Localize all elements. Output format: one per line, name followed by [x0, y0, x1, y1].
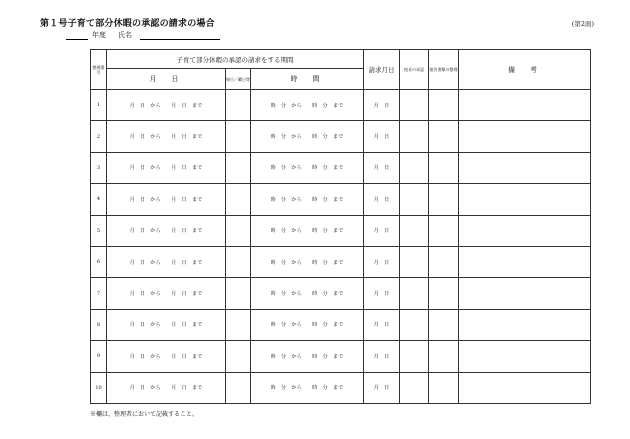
header-time: 時 間 — [251, 69, 364, 90]
date-range-cell[interactable]: 月 日 から 月 日 まで — [107, 309, 226, 340]
approval-cell[interactable] — [400, 341, 429, 372]
approval-cell[interactable] — [400, 184, 429, 215]
request-date-cell[interactable]: 月 日 — [364, 309, 400, 340]
daily-cell[interactable] — [226, 215, 251, 246]
header-number: 整理番号 — [91, 50, 107, 90]
request-table — [90, 49, 591, 404]
table-row — [91, 309, 591, 340]
header-approval: 校長の承認 — [400, 50, 429, 90]
time-range-cell[interactable]: 時 分 から 時 分 まで — [251, 90, 364, 121]
header-daily: 毎日／曜日等 — [226, 69, 251, 90]
remarks-cell[interactable] — [459, 341, 591, 372]
remarks-cell[interactable] — [459, 372, 591, 403]
daily-cell[interactable] — [226, 121, 251, 152]
approval-cell[interactable] — [400, 215, 429, 246]
daily-cell[interactable] — [226, 152, 251, 183]
time-range-cell[interactable]: 時 分 から 時 分 まで — [251, 309, 364, 340]
time-range-cell[interactable]: 時 分 から 時 分 まで — [251, 278, 364, 309]
row-number: 1 — [91, 90, 107, 121]
approval-wide-cell[interactable] — [429, 309, 459, 340]
request-date-cell[interactable]: 月 日 — [364, 152, 400, 183]
request-date-cell[interactable]: 月 日 — [364, 215, 400, 246]
row-number: 9 — [91, 341, 107, 372]
daily-cell[interactable] — [226, 341, 251, 372]
approval-wide-cell[interactable] — [429, 246, 459, 277]
row-number: 6 — [91, 246, 107, 277]
header-period-group: 子育て部分休暇の承認の請求をする期間 — [107, 50, 364, 69]
table-row — [91, 372, 591, 403]
remarks-cell[interactable] — [459, 246, 591, 277]
row-number: 8 — [91, 309, 107, 340]
daily-cell[interactable] — [226, 309, 251, 340]
approval-cell[interactable] — [400, 309, 429, 340]
date-range-cell[interactable]: 月 日 から 月 日 まで — [107, 184, 226, 215]
approval-wide-cell[interactable] — [429, 90, 459, 121]
page-number: (第2面) — [571, 20, 594, 28]
date-range-cell[interactable]: 月 日 から 月 日 まで — [107, 246, 226, 277]
row-number: 3 — [91, 152, 107, 183]
date-range-cell[interactable]: 月 日 から 月 日 まで — [107, 121, 226, 152]
row-number: 10 — [91, 372, 107, 403]
daily-cell[interactable] — [226, 90, 251, 121]
remarks-cell[interactable] — [459, 215, 591, 246]
approval-cell[interactable] — [400, 121, 429, 152]
request-date-cell[interactable]: 月 日 — [364, 341, 400, 372]
approval-cell[interactable] — [400, 246, 429, 277]
request-date-cell[interactable]: 月 日 — [364, 184, 400, 215]
date-range-cell[interactable]: 月 日 から 月 日 まで — [107, 372, 226, 403]
remarks-cell[interactable] — [459, 152, 591, 183]
name-label: 氏名 — [118, 31, 132, 39]
request-date-cell[interactable]: 月 日 — [364, 372, 400, 403]
header-approval-wide: 報告書類の整理 — [429, 50, 459, 90]
time-range-cell[interactable]: 時 分 から 時 分 まで — [251, 246, 364, 277]
row-number: 4 — [91, 184, 107, 215]
table-row — [91, 246, 591, 277]
remarks-cell[interactable] — [459, 121, 591, 152]
approval-wide-cell[interactable] — [429, 184, 459, 215]
time-range-cell[interactable]: 時 分 から 時 分 まで — [251, 215, 364, 246]
approval-cell[interactable] — [400, 90, 429, 121]
table-row — [91, 215, 591, 246]
header-date: 月 日 — [107, 69, 226, 90]
approval-cell[interactable] — [400, 278, 429, 309]
daily-cell[interactable] — [226, 372, 251, 403]
date-range-cell[interactable]: 月 日 から 月 日 まで — [107, 90, 226, 121]
request-date-cell[interactable]: 月 日 — [364, 278, 400, 309]
form-title: 第１号子育て部分休暇の承認の請求の場合 — [40, 19, 215, 29]
table-row — [91, 121, 591, 152]
time-range-cell[interactable]: 時 分 から 時 分 まで — [251, 121, 364, 152]
approval-cell[interactable] — [400, 152, 429, 183]
date-range-cell[interactable]: 月 日 から 月 日 まで — [107, 278, 226, 309]
year-label: 年度 — [92, 31, 106, 39]
request-date-cell[interactable]: 月 日 — [364, 90, 400, 121]
request-date-cell[interactable]: 月 日 — [364, 246, 400, 277]
remarks-cell[interactable] — [459, 278, 591, 309]
remarks-cell[interactable] — [459, 90, 591, 121]
row-number: 2 — [91, 121, 107, 152]
remarks-cell[interactable] — [459, 309, 591, 340]
date-range-cell[interactable]: 月 日 から 月 日 まで — [107, 152, 226, 183]
approval-wide-cell[interactable] — [429, 152, 459, 183]
approval-wide-cell[interactable] — [429, 215, 459, 246]
remarks-cell[interactable] — [459, 184, 591, 215]
row-number: 5 — [91, 215, 107, 246]
time-range-cell[interactable]: 時 分 から 時 分 まで — [251, 184, 364, 215]
table-row — [91, 152, 591, 183]
request-date-cell[interactable]: 月 日 — [364, 121, 400, 152]
name-blank[interactable] — [140, 39, 220, 40]
time-range-cell[interactable]: 時 分 から 時 分 まで — [251, 372, 364, 403]
approval-cell[interactable] — [400, 372, 429, 403]
header-request-date: 請求月日 — [364, 50, 400, 90]
daily-cell[interactable] — [226, 246, 251, 277]
daily-cell[interactable] — [226, 184, 251, 215]
time-range-cell[interactable]: 時 分 から 時 分 まで — [251, 152, 364, 183]
table-row — [91, 341, 591, 372]
approval-wide-cell[interactable] — [429, 121, 459, 152]
approval-wide-cell[interactable] — [429, 278, 459, 309]
date-range-cell[interactable]: 月 日 から 月 日 まで — [107, 341, 226, 372]
table-row — [91, 278, 591, 309]
table-row — [91, 184, 591, 215]
row-number: 7 — [91, 278, 107, 309]
header-remarks: 備 考 — [459, 50, 591, 90]
approval-wide-cell[interactable] — [429, 372, 459, 403]
date-range-cell[interactable]: 月 日 から 月 日 まで — [107, 215, 226, 246]
daily-cell[interactable] — [226, 278, 251, 309]
approval-wide-cell[interactable] — [429, 341, 459, 372]
table-row — [91, 90, 591, 121]
footer-note: ※欄は、整理者において記載すること。 — [90, 411, 199, 418]
time-range-cell[interactable]: 時 分 から 時 分 まで — [251, 341, 364, 372]
year-blank[interactable] — [66, 39, 88, 40]
